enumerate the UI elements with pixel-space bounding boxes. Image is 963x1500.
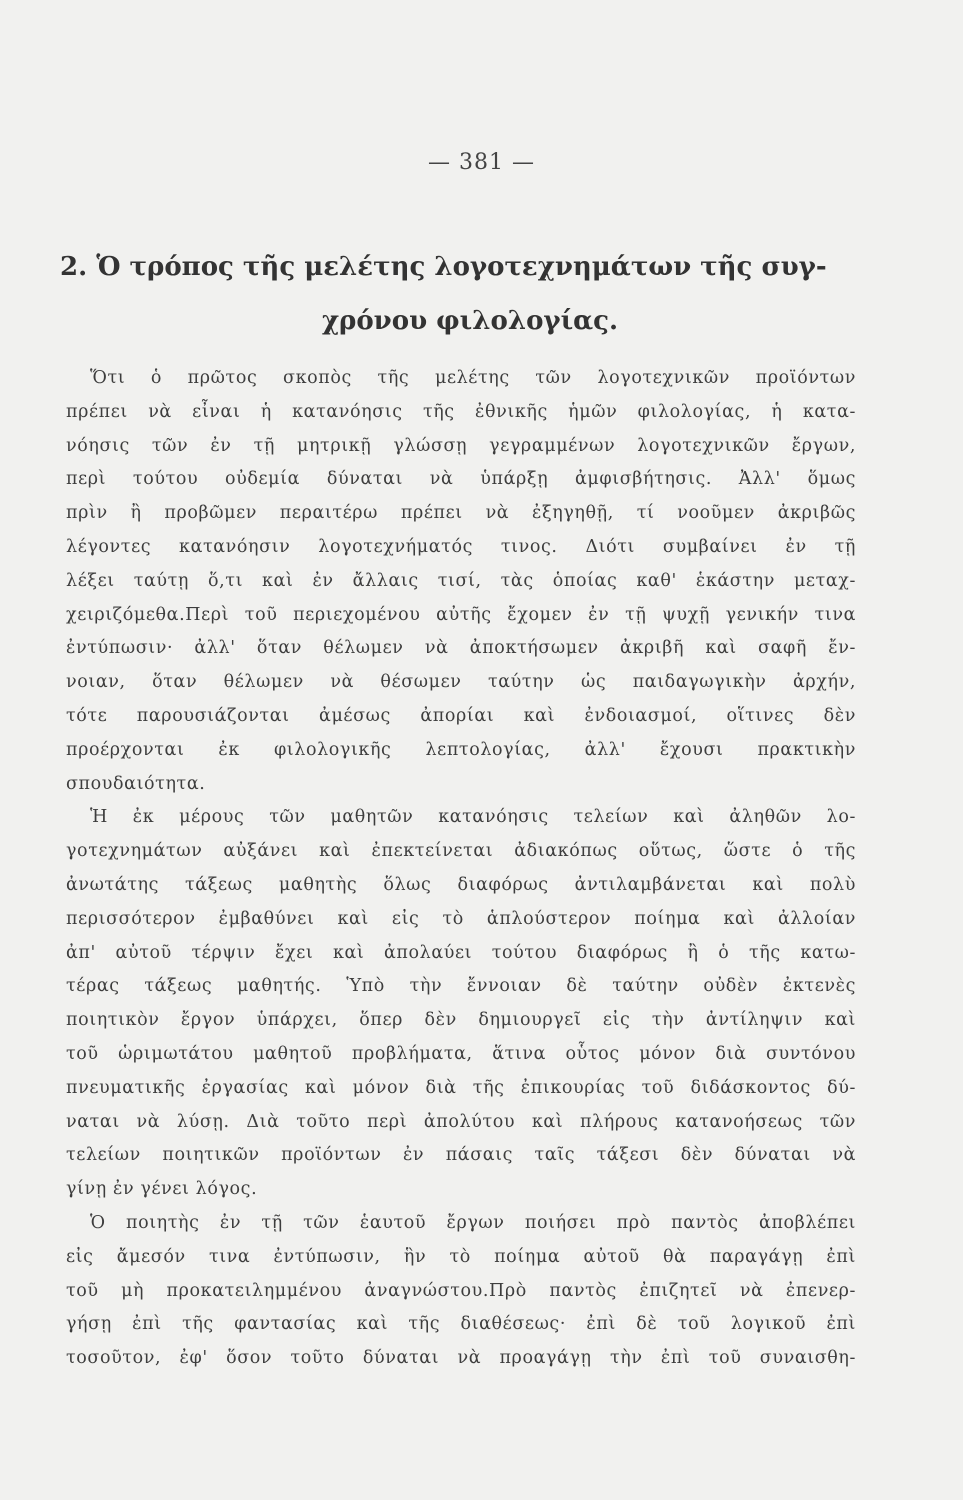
page-number: — 381 — xyxy=(428,150,535,175)
heading-line-2: χρόνου φιλολογίας. xyxy=(321,306,619,336)
text-line: γίνῃ ἐν γένει λόγος. xyxy=(66,1179,258,1200)
text-line: τότε παρουσιάζονται ἀμέσως ἀπορίαι καὶ ἐνδοιασμοί, οἵτινες δὲν xyxy=(66,705,856,726)
text-line: ποιητικὸν ἔργον ὑπάρχει, ὅπερ δὲν δημιουργεῖ εἰς τὴν ἀντίληψιν καὶ xyxy=(66,1010,856,1031)
text-line: πρέπει νὰ εἶναι ἡ κατανόησις τῆς ἐθνικῆς ἡμῶν φιλολογίας, ἡ κατα- xyxy=(66,401,856,422)
text-line: προέρχονται ἐκ φιλολογικῆς λεπτολογίας, ἀλλ' ἔχουσι πρακτικὴν xyxy=(66,739,856,760)
text-line: περὶ τούτου οὐδεμία δύναται νὰ ὑπάρξῃ ἀμφισβήτησις. Ἀλλ' ὅμως xyxy=(66,469,856,490)
text-line: πνευματικῆς ἐργασίας καὶ μόνον διὰ τῆς ἐπικουρίας τοῦ διδάσκοντος δύ- xyxy=(66,1077,856,1098)
text-line: γοτεχνημάτων αὐξάνει καὶ ἐπεκτείνεται ἀδιακόπως οὕτως, ὥστε ὁ τῆς xyxy=(66,841,856,862)
text-line: ἀνωτάτης τάξεως μαθητὴς ὅλως διαφόρως ἀντιλαμβάνεται καὶ πολὺ xyxy=(66,874,856,895)
text-line: Ὁ ποιητὴς ἐν τῇ τῶν ἑαυτοῦ ἔργων ποιήσει πρὸ παντὸς ἀποβλέπει xyxy=(90,1212,856,1233)
body-text xyxy=(66,362,856,1376)
text-line: Ὅτι ὁ πρῶτος σκοπὸς τῆς μελέτης τῶν λογοτεχνικῶν προϊόντων xyxy=(90,368,856,388)
text-line: τοῦ ὡριμωτάτου μαθητοῦ προβλήματα, ἅτινα οὗτος μόνον διὰ συντόνου xyxy=(66,1043,856,1064)
text-line: ναται νὰ λύσῃ. Διὰ τοῦτο περὶ ἀπολύτου καὶ πλήρους κατανοήσεως τῶν xyxy=(66,1111,856,1132)
text-line: τελείων ποιητικῶν προϊόντων ἐν πάσαις ταῖς τάξεσι δὲν δύναται νὰ xyxy=(66,1145,856,1166)
text-line: Ἡ ἐκ μέρους τῶν μαθητῶν κατανόησις τελείων καὶ ἀληθῶν λο- xyxy=(90,807,856,828)
text-line: τοῦ μὴ προκατειλημμένου ἀναγνώστου.Πρὸ παντὸς ἐπιζητεῖ νὰ ἐπενερ- xyxy=(66,1280,856,1301)
text-line: νόησις τῶν ἐν τῇ μητρικῇ γλώσσῃ γεγραμμένων λογοτεχνικῶν ἔργων, xyxy=(66,435,856,456)
text-line: λέγοντες κατανόησιν λογοτεχνήματός τινος. Διότι συμβαίνει ἐν τῇ xyxy=(66,536,856,557)
text-line: πρὶν ἢ προβῶμεν περαιτέρω πρέπει νὰ ἐξηγηθῇ, τί νοοῦμεν ἀκριβῶς xyxy=(66,503,856,524)
text-line: περισσότερον ἐμβαθύνει καὶ εἰς τὸ ἁπλούστερον ποίημα καὶ ἀλλοίαν xyxy=(66,908,856,929)
text-line: ἐντύπωσιν· ἀλλ' ὅταν θέλωμεν νὰ ἀποκτήσωμεν ἀκριβῆ καὶ σαφῆ ἔν- xyxy=(66,638,856,659)
text-line: χειριζόμεθα.Περὶ τοῦ περιεχομένου αὐτῆς ἔχομεν ἐν τῇ ψυχῇ γενικήν τινα xyxy=(66,604,856,625)
section-heading xyxy=(60,240,920,348)
heading-line-1: 2. Ὁ τρόπος τῆς μελέτης λογοτεχνημάτων τῆς συγ- xyxy=(60,252,827,282)
text-line: γήσῃ ἐπὶ τῆς φαντασίας καὶ τῆς διαθέσεως· ἐπὶ δὲ τοῦ λογικοῦ ἐπὶ xyxy=(66,1314,856,1335)
text-line: τοσοῦτον, ἐφ' ὅσον τοῦτο δύναται νὰ προαγάγῃ τὴν ἐπὶ τοῦ συναισθη- xyxy=(66,1348,856,1369)
text-line: σπουδαιότητα. xyxy=(66,773,206,794)
text-line: λέξει ταύτῃ ὅ,τι καὶ ἐν ἄλλαις τισί, τὰς ὁποίας καθ' ἑκάστην μεταχ- xyxy=(66,570,856,591)
text-line: νοιαν, ὅταν θέλωμεν νὰ θέσωμεν ταύτην ὡς παιδαγωγικὴν ἀρχήν, xyxy=(66,672,856,693)
text-line: τέρας τάξεως μαθητής. Ὑπὸ τὴν ἔννοιαν δὲ ταύτην οὐδὲν ἐκτενὲς xyxy=(66,976,856,997)
text-line: ἀπ' αὐτοῦ τέρψιν ἔχει καὶ ἀπολαύει τούτου διαφόρως ἢ ὁ τῆς κατω- xyxy=(66,942,856,963)
text-line: εἰς ἄμεσόν τινα ἐντύπωσιν, ἣν τὸ ποίημα αὐτοῦ θὰ παραγάγῃ ἐπὶ xyxy=(66,1246,856,1267)
